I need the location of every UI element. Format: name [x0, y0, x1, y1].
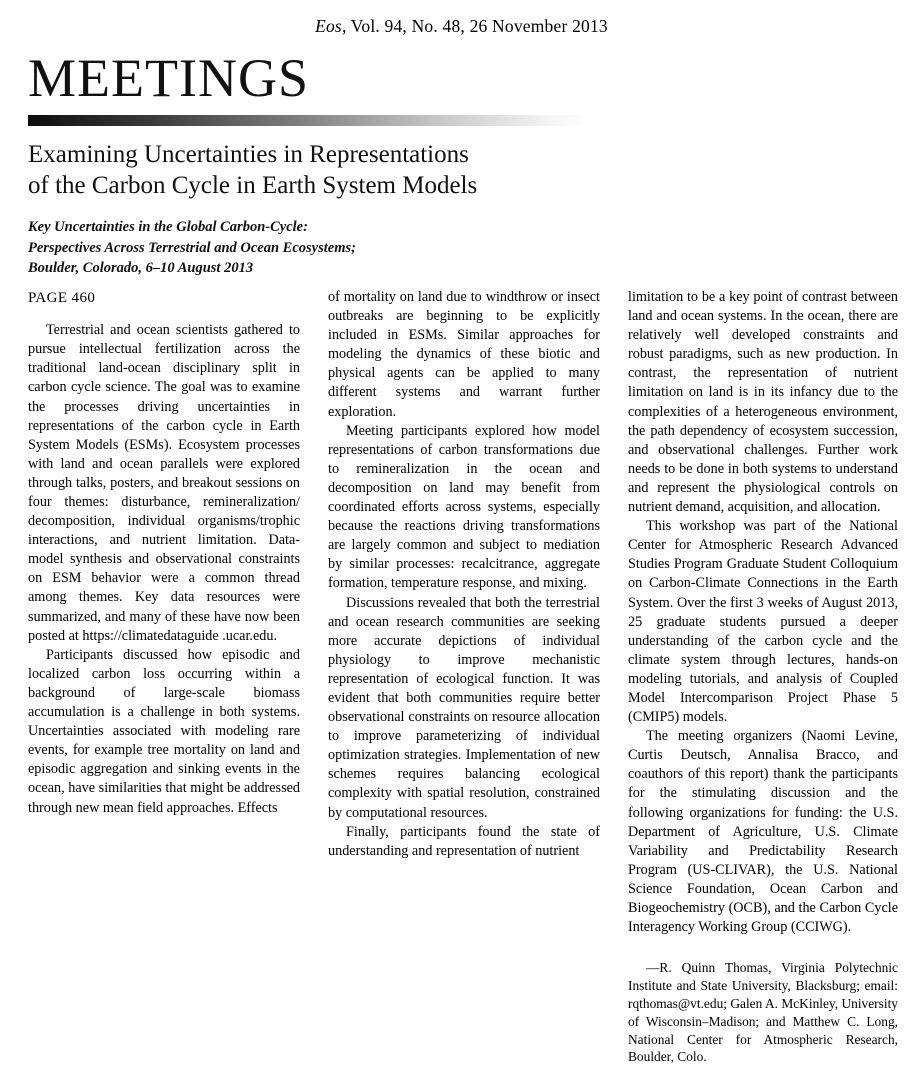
article-subtitle [28, 217, 608, 279]
article-title-line-1: Examining Uncertainties in Representations [28, 141, 469, 168]
paragraph: Discussions revealed that both the terrestrial and ocean research communities are seeking more accurate depictions of individual physiology to improve mechanistic representation of ecological function. It was evident that both communities require better observational constraints on resource allocation to improve parameterizing of individual optimization strategies. Implementation of new schemes requires balancing ecological complexity with spatial resolution, constrained by computational resources. [328, 594, 600, 821]
column-right [628, 288, 898, 1066]
running-head-rest: , Vol. 94, No. 48, 26 November 2013 [341, 16, 608, 36]
subtitle-line-1: Key Uncertainties in the Global Carbon-Cycle: [28, 219, 308, 235]
column-left [28, 288, 300, 1066]
subtitle-line-3: Boulder, Colorado, 6–10 August 2013 [28, 260, 254, 277]
paragraph: of mortality on land due to windthrow or insect outbreaks are beginning to be explicitly included in ESMs. Similar approaches for modeling the dynamics of these biotic and physical agents can be applied to many different systems and warrant further exploration. [328, 289, 600, 420]
paragraph: Finally, participants found the state of understanding and representation of nutrient [328, 823, 600, 859]
column-middle [328, 288, 600, 1066]
paragraph: Meeting participants explored how model representations of carbon transformations due to remineralization in the ocean and decomposition on land may benefit from coordinated efforts across systems, especially because the reactions driving transformations are largely common and subject to mediation by similar processes: recalcitrance, aggregate formation, temperature response, and mixing. [328, 422, 600, 592]
article-body [28, 288, 900, 1066]
paragraph: The meeting organizers (Naomi Levine, Curtis Deutsch, Annalisa Bracco, and coauthors of this report) thank the participants for the stimulating discussion and the following organizations for funding: the U.S. Department of Agriculture, U.S. Climate Variability and Predictability Research Program (US-CLIVAR), the U.S. National Science Foundation, Ocean Carbon and Biogeochemistry (OCB), and the Carbon Cycle Interagency Working Group (CCIWG). [628, 728, 898, 936]
page-number-label: PAGE 460 [28, 290, 96, 306]
running-head [0, 0, 923, 37]
paragraph: limitation to be a key point of contrast between land and ocean systems. In the ocean, there are relatively well developed constraints and robust paradigms, such as new production. In contrast, the representation of nutrient limitation on land is in its infancy due to the complexities of a heterogeneous environment, the path dependency of ecosystem succession, and observational challenges. Further work needs to be done in both systems to understand and represent the physiological controls on nutrient demand, acquisition, and allocation. [628, 289, 898, 516]
subtitle-line-2: Perspectives Across Terrestrial and Ocean Ecosystems; [28, 239, 356, 256]
page-title [28, 140, 608, 201]
article-title-line-2: of the Carbon Cycle in Earth System Models [28, 171, 478, 199]
section-masthead: MEETINGS [28, 48, 309, 108]
paragraph: This workshop was part of the National Center for Atmospheric Research Advanced Studies Program Graduate Student Colloquium on Carbon-Climate Connections in the Earth System. Over the first 3 weeks of August 2013, 25 graduate students pursued a deeper understanding of the carbon cycle and the climate system through lectures, hands-on modeling tutorials, and analysis of Coupled Model Intercomparison Project Phase 5 (CMIP5) models. [628, 518, 898, 726]
paragraph: Participants discussed how episodic and localized carbon loss occurring within a background of large-scale biomass accumulation is a challenge in both systems. Uncertainties associated with modeling rare events, for example tree mortality on land and episodic aggregation and sinking events in the ocean, have similarities that might be addressed through new mean field approaches. Effects [28, 646, 300, 816]
journal-name: Eos [315, 16, 342, 36]
author-byline: —R. Quinn Thomas, Virginia Polytechnic Institute and State University, Blacksburg; email: rqthomas@vt.edu; Galen A. McKinley, University of Wisconsin–Madison; and Matthew C. Long, National Center for Atmospheric Research, Boulder, Colo. [628, 960, 898, 1065]
gradient-rule [28, 115, 588, 126]
paragraph: Terrestrial and ocean scientists gathered to pursue intellectual fertilization across the traditional land-ocean disciplinary split in carbon cycle science. The goal was to examine the processes driving uncertainties in representations of the carbon cycle in Earth System Models (ESMs). Ecosystem processes with land and ocean parallels were explored through talks, posters, and breakout sessions on four themes: disturbance, remineralization/ decomposition, individual organisms/trophic interactions, and nutrient limitation. Data-model synthesis and observational constraints on ESM behavior were a common thread among themes. Key data resources were summarized, and many of these have now been posted at https://climatedataguide .ucar.edu. [28, 322, 300, 644]
